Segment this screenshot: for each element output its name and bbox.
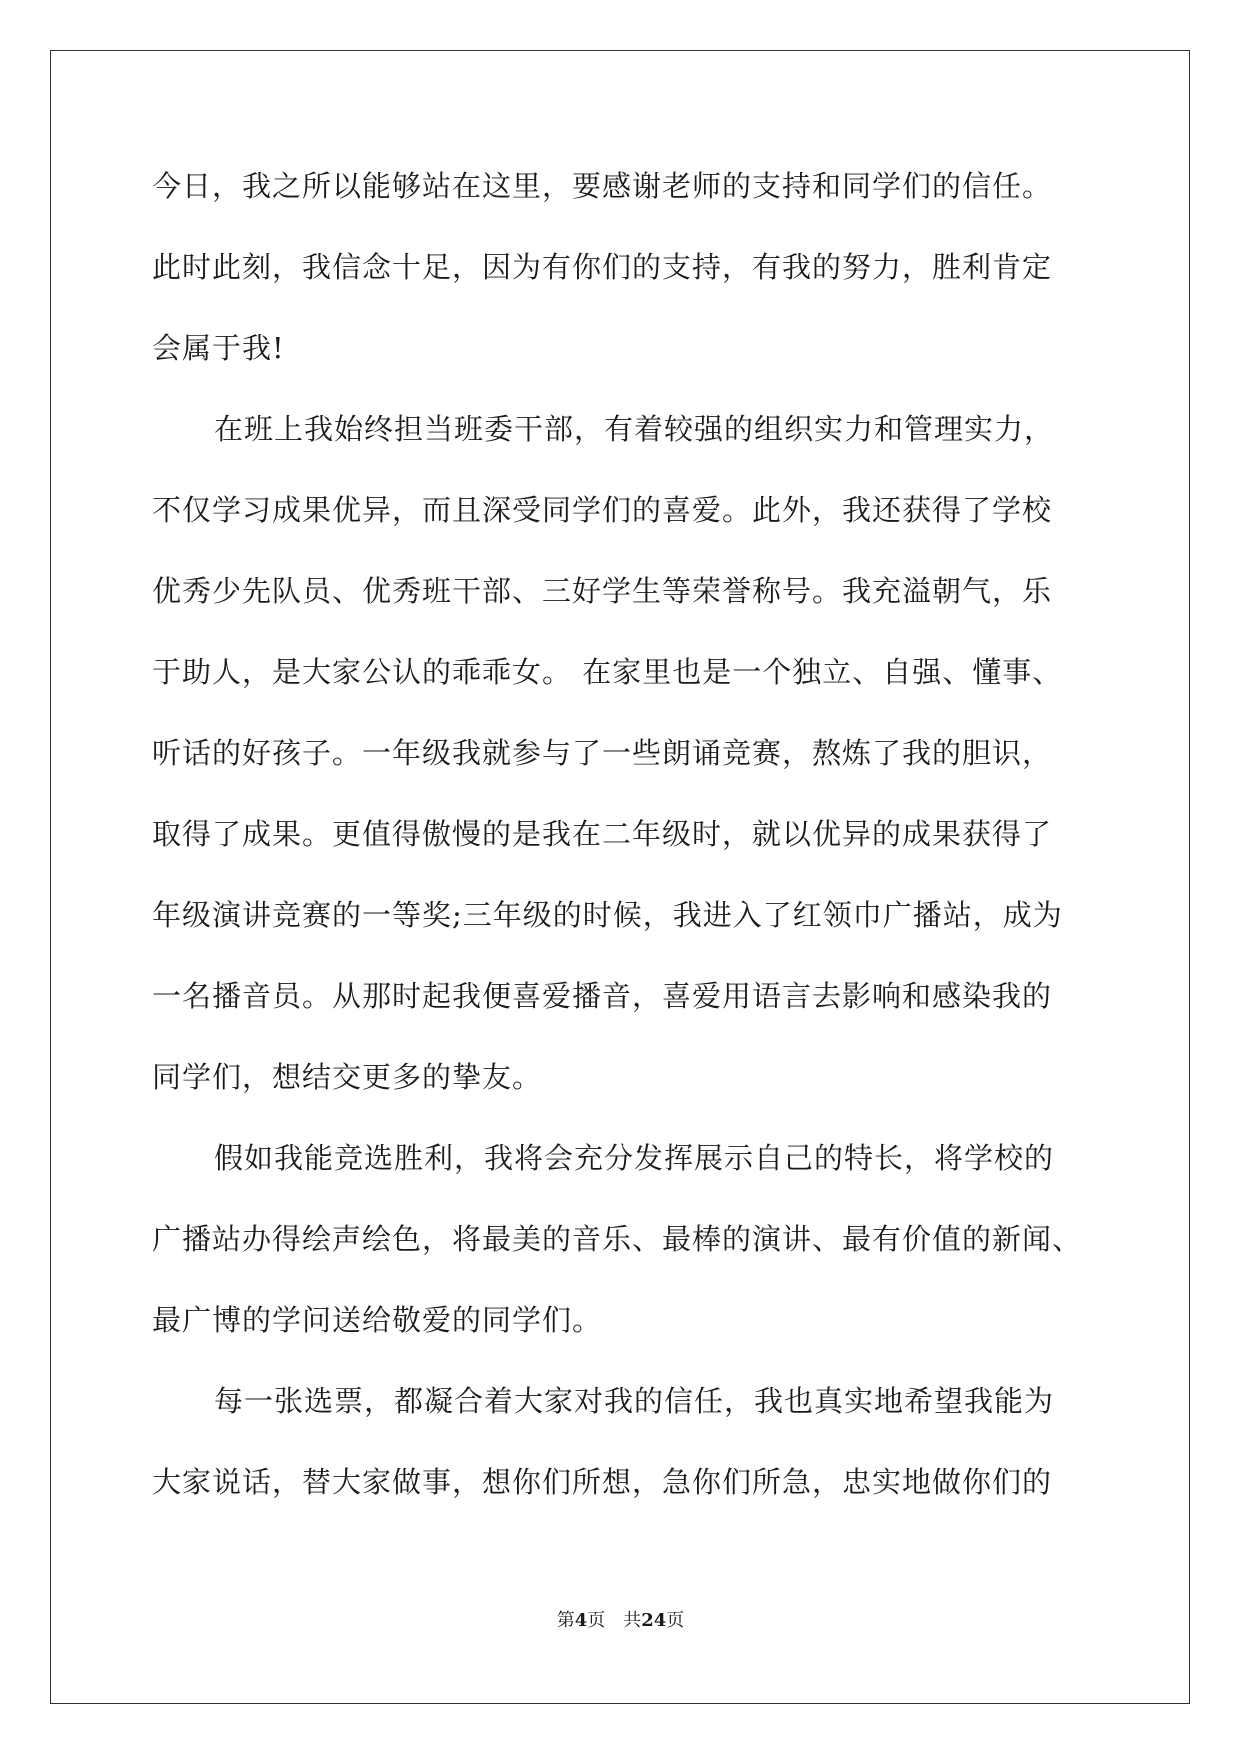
text-line-13: 假如我能竞选胜利，我将会充分发挥展示自己的特长，将学校的: [214, 1141, 1055, 1175]
text-line-15: 最广博的学问送给敬爱的同学们。: [152, 1303, 603, 1337]
text-line-5: 不仅学习成果优异，而且深受同学们的喜爱。此外，我还获得了学校: [152, 493, 1053, 527]
page-prefix: 第: [556, 1610, 575, 1631]
text-line-3: 会属于我!: [152, 331, 285, 365]
text-line-7: 于助人，是大家公认的乖乖女。 在家里也是一个独立、自强、懂事、: [152, 655, 1063, 689]
text-line-17: 大家说话，替大家做事，想你们所想，急你们所急，忠实地做你们的: [152, 1465, 1053, 1499]
text-line-4: 在班上我始终担当班委干部，有着较强的组织实力和管理实力，: [214, 412, 1055, 446]
text-line-10: 年级演讲竞赛的一等奖;三年级的时候，我进入了红领巾广播站，成为: [152, 898, 1063, 932]
text-line-6: 优秀少先队员、优秀班干部、三好学生等荣誉称号。我充溢朝气，乐: [152, 574, 1053, 608]
text-line-8: 听话的好孩子。一年级我就参与了一些朗诵竞赛，熬炼了我的胆识，: [152, 736, 1053, 770]
text-line-2: 此时此刻，我信念十足，因为有你们的支持，有我的努力，胜利肯定: [152, 250, 1053, 284]
document-body: [152, 146, 1112, 1523]
text-line-11: 一名播音员。从那时起我便喜爱播音，喜爱用语言去影响和感染我的: [152, 979, 1053, 1013]
total-suffix: 页: [666, 1610, 685, 1631]
text-line-1: 今日，我之所以能够站在这里，要感谢老师的支持和同学们的信任。: [152, 169, 1053, 203]
page-number: 4: [574, 1610, 588, 1631]
text-line-9: 取得了成果。更值得傲慢的是我在二年级时，就以优异的成果获得了: [152, 817, 1053, 851]
text-line-16: 每一张选票，都凝合着大家对我的信任，我也真实地希望我能为: [214, 1384, 1055, 1418]
page-footer: [0, 1606, 1241, 1632]
text-line-14: 广播站办得绘声绘色，将最美的音乐、最棒的演讲、最有价值的新闻、: [152, 1222, 1083, 1256]
text-line-12: 同学们，想结交更多的挚友。: [152, 1060, 543, 1094]
total-pages: 24: [641, 1610, 667, 1631]
total-prefix: 共: [623, 1610, 642, 1631]
page-suffix: 页: [587, 1610, 606, 1631]
